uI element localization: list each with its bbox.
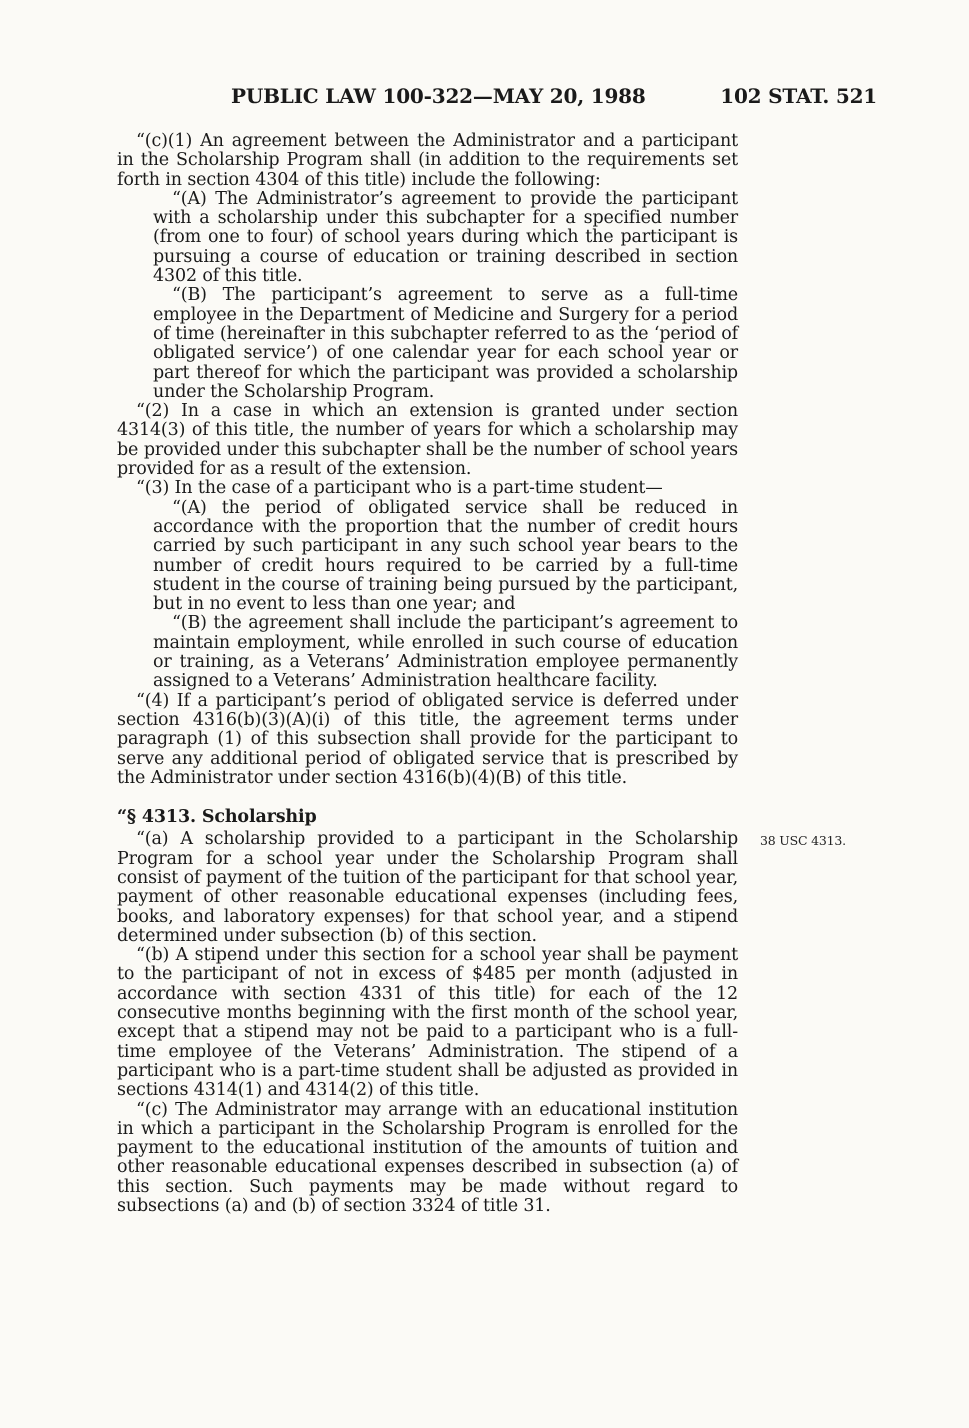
law-body [117, 132, 738, 1216]
paragraph-c1-A: “(A) The Administrator’s agreement to provide the participant with a scholarship under this subchapter for a specified number (from one to four) of school years during which the participant is pursuing a course of education or training described in section 4302 of this title. [153, 188, 738, 287]
paragraph-c4: “(4) If a participant’s period of obligated service is deferred under section 4316(b)(3)(A)(i) of this title, the agreement terms under paragraph (1) of this subsection shall provide for the participant to serve any additional period of obligated service that is prescribed by the Administrator under section 4316(b)(4)(B) of this title. [117, 690, 738, 788]
paragraph-c1-B: “(B) The participant’s agreement to serve as a full-time employee in the Department of Medicine and Surgery for a period of time (hereinafter in this subchapter referred to as the ‘period of obligated service’) of one calendar year for each school year or part thereof for which the participant was provided a scholarship under the Scholarship Program. [153, 285, 738, 402]
paragraph-c1: “(c)(1) An agreement between the Administrator and a participant in the Scholarship Program shall (in addition to the requirements set forth in section 4304 of this title) include the following: [117, 131, 738, 190]
page-header [0, 84, 969, 114]
usc-margin-note: 38 USC 4313. [760, 833, 846, 848]
stat-page-number: 102 STAT. 521 [720, 84, 877, 108]
paragraph-4313-b: “(b) A stipend under this section for a school year shall be payment to the participant of not in excess of $485 per month (adjusted in accordance with section 4331 of this title) for each of the 12 consecutive months beginning with the first month of the school year, except that a stipend may not be paid to a participant who is a full-time employee of the Veterans’ Administration. The stipend of a participant who is a part-time student shall be adjusted as provided in sections 4314(1) and 4314(2) of this title. [117, 945, 738, 1101]
paragraph-c3: “(3) In the case of a participant who is a part-time student— [136, 478, 663, 499]
paragraph-c2: “(2) In a case in which an extension is granted under section 4314(3) of this title, the number of years for which a scholarship may be provided under this subchapter shall be the number of school years provided for as a result of the extension. [117, 401, 738, 480]
law-title: PUBLIC LAW 100-322—MAY 20, 1988 [231, 84, 646, 108]
paragraph-4313-a: “(a) A scholarship provided to a participant in the Scholarship Program for a school year under the Scholarship Program shall consist of payment of the tuition of the participant for that school year, payment of other reasonable educational expenses (including fees, books, and laboratory expenses) for that school year, and a stipend determined under subsection (b) of this section. [117, 829, 738, 946]
paragraph-c3-B: “(B) the agreement shall include the participant’s agreement to maintain employment, while enrolled in such course of education or training, as a Veterans’ Administration employee permanently assigned to a Veterans’ Administration healthcare facility. [153, 613, 738, 692]
section-heading: “§ 4313. Scholarship [117, 807, 317, 828]
paragraph-c3-A: “(A) the period of obligated service shall be reduced in accordance with the proportion that the number of credit hours carried by such participant in any such school year bears to the number of credit hours required to be carried by a full-time student in the course of training being pursued by the participant, but in no event to less than one year; and [153, 497, 738, 615]
paragraph-4313-c: “(c) The Administrator may arrange with an educational institution in which a participant in the Scholarship Program is enrolled for the payment to the educational institution of the amounts of tuition and other reasonable educational expenses described in subsection (a) of this section. Such payments may be made without regard to subsections (a) and (b) of section 3324 of title 31. [117, 1099, 738, 1217]
